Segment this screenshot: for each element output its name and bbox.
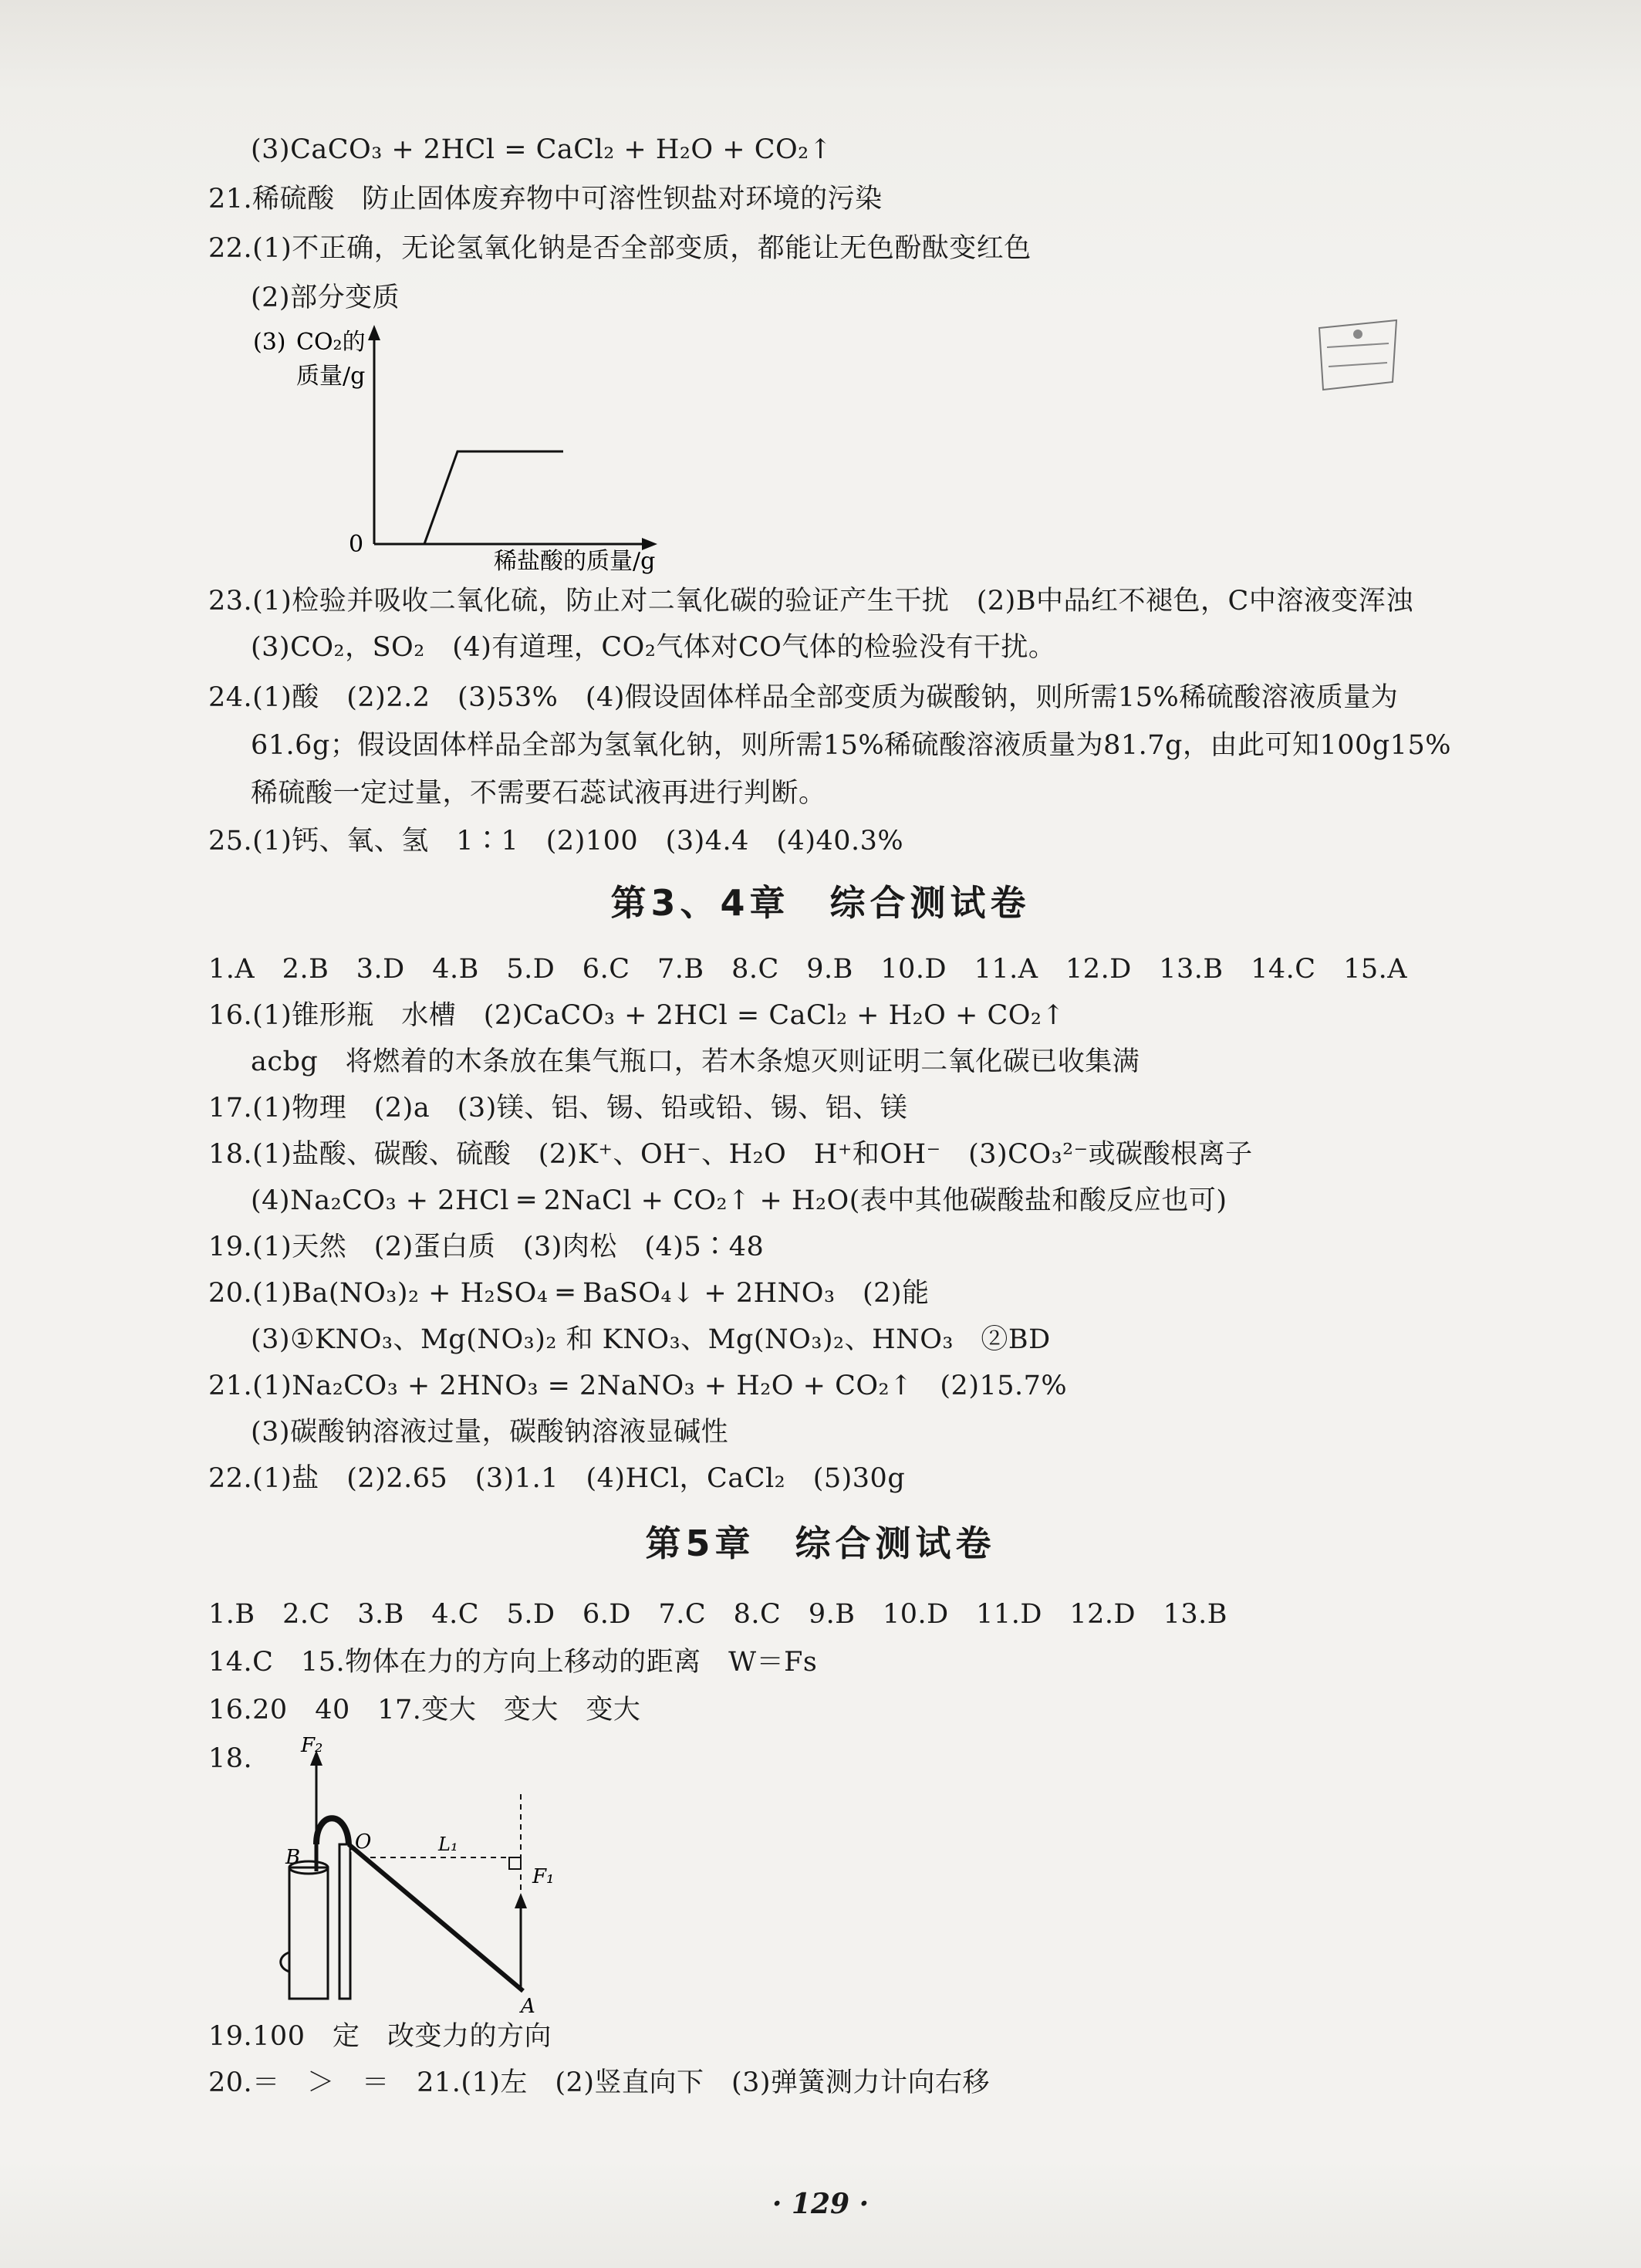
graph-origin: 0 <box>349 531 364 558</box>
ch34-q16-line1: 16.(1)锥形瓶 水槽 (2)CaCO₃ + 2HCl = CaCl₂ + H₂O + CO₂↑ <box>208 1000 1065 1031</box>
graph-y-label-2: 质量/g <box>296 363 366 390</box>
ch34-q19: 19.(1)天然 (2)蛋白质 (3)肉松 (4)5∶48 <box>208 1232 765 1262</box>
l1-label: L₁ <box>438 1834 458 1855</box>
ch34-q20-line2: (3)①KNO₃、Mg(NO₃)₂ 和 KNO₃、Mg(NO₃)₂、HNO₃ ②BD <box>251 1324 1051 1355</box>
lever-diagram <box>255 1734 555 2018</box>
stamp-logo <box>1312 313 1404 397</box>
ch5-q16-17: 16.20 40 17.变大 变大 变大 <box>208 1695 641 1726</box>
ch5-q19: 19.100 定 改变力的方向 <box>208 2021 552 2052</box>
f2-label: F₂ <box>301 1734 323 1757</box>
f1-label: F₁ <box>532 1865 555 1888</box>
pump-cylinder <box>289 1867 328 1999</box>
ch34-choices: 1.A 2.B 3.D 4.B 5.D 6.C 7.B 8.C 9.B 10.D 11.A 12.D 13.B 14.C 15.A <box>208 954 1408 985</box>
answer-22-2: (2)部分变质 <box>251 282 400 313</box>
section-heading-ch3-4: 第3、4章 综合测试卷 <box>610 882 1031 924</box>
pump-handle-hook <box>316 1818 349 1844</box>
answer-21: 21.稀硫酸 防止固体废弃物中可溶性钡盐对环境的污染 <box>208 184 883 215</box>
pump-spout <box>281 1952 289 1972</box>
ch34-q21-line2: (3)碳酸钠溶液过量，碳酸钠溶液显碱性 <box>251 1417 729 1448</box>
ch34-q18-line1: 18.(1)盐酸、碳酸、硫酸 (2)K⁺、OH⁻、H₂O H⁺和OH⁻ (3)CO₃²⁻或碳酸根离子 <box>208 1139 1253 1170</box>
point-a-label: A <box>521 1995 535 2018</box>
ch34-q17: 17.(1)物理 (2)a (3)镁、铝、锡、铅或铅、锡、铝、镁 <box>208 1093 908 1124</box>
ch34-q22: 22.(1)盐 (2)2.65 (3)1.1 (4)HCl，CaCl₂ (5)30g <box>208 1463 906 1494</box>
graph-line <box>424 451 563 544</box>
answer-20-3: (3)CaCO₃ + 2HCl = CaCl₂ + H₂O + CO₂↑ <box>251 134 832 165</box>
graph-y-label-1: CO₂的 <box>296 329 366 356</box>
section-heading-ch5: 第5章 综合测试卷 <box>645 1523 996 1564</box>
ch34-q21-line1: 21.(1)Na₂CO₃ + 2HNO₃ = 2NaNO₃ + H₂O + CO₂↑ (2)15.7% <box>208 1371 1068 1401</box>
answer-22-1: 22.(1)不正确，无论氢氧化钠是否全部变质，都能让无色酚酞变红色 <box>208 233 1032 264</box>
co2-graph <box>247 320 741 575</box>
graph-x-label: 稀盐酸的质量/g <box>494 548 656 575</box>
right-angle-mark <box>509 1857 521 1869</box>
ch5-q20-21: 20.＝ ＞ ＝ 21.(1)左 (2)竖直向下 (3)弹簧测力计向右移 <box>208 2067 991 2098</box>
point-b-label: B <box>285 1846 301 1869</box>
answer-25: 25.(1)钙、氧、氢 1∶1 (2)100 (3)4.4 (4)40.3% <box>208 826 904 857</box>
ch34-q20-line1: 20.(1)Ba(NO₃)₂ + H₂SO₄ ═ BaSO₄↓ + 2HNO₃ (2)能 <box>208 1278 930 1309</box>
graph-q-label: (3) <box>253 329 286 356</box>
ch5-q14-15: 14.C 15.物体在力的方向上移动的距离 W＝Fs <box>208 1647 818 1678</box>
answer-23-line1: 23.(1)检验并吸收二氧化硫，防止对二氧化碳的验证产生干扰 (2)B中品红不褪色，C中溶液变浑浊 <box>208 586 1413 617</box>
lever-arm <box>349 1844 523 1991</box>
ch34-q16-line2: acbg 将燃着的木条放在集气瓶口，若木条熄灭则证明二氧化碳已收集满 <box>251 1046 1140 1077</box>
ch5-choices: 1.B 2.C 3.B 4.C 5.D 6.D 7.C 8.C 9.B 10.D 11.D 12.D 13.B <box>208 1599 1227 1630</box>
page-number: · 129 · <box>772 2188 869 2220</box>
ch34-q18-line2: (4)Na₂CO₃ + 2HCl ═ 2NaCl + CO₂↑ + H₂O(表中其他碳酸盐和酸反应也可) <box>251 1185 1227 1216</box>
point-o-label: O <box>355 1830 372 1854</box>
pump-post <box>339 1844 350 1999</box>
f1-arrow-head <box>515 1893 527 1908</box>
answer-23-line2: (3)CO₂，SO₂ (4)有道理，CO₂气体对CO气体的检验没有干扰。 <box>251 632 1056 663</box>
answer-24-line2: 61.6g；假设固体样品全部为氢氧化钠，则所需15%稀硫酸溶液质量为81.7g，由此可知100g15% <box>251 730 1451 761</box>
graph-y-arrow <box>368 325 380 340</box>
ch5-q18: 18. <box>208 1743 253 1774</box>
answer-24-line3: 稀硫酸一定过量，不需要石蕊试液再进行判断。 <box>251 778 826 809</box>
answer-24-line1: 24.(1)酸 (2)2.2 (3)53% (4)假设固体样品全部变质为碳酸钠，则所需15%稀硫酸溶液质量为 <box>208 682 1399 713</box>
